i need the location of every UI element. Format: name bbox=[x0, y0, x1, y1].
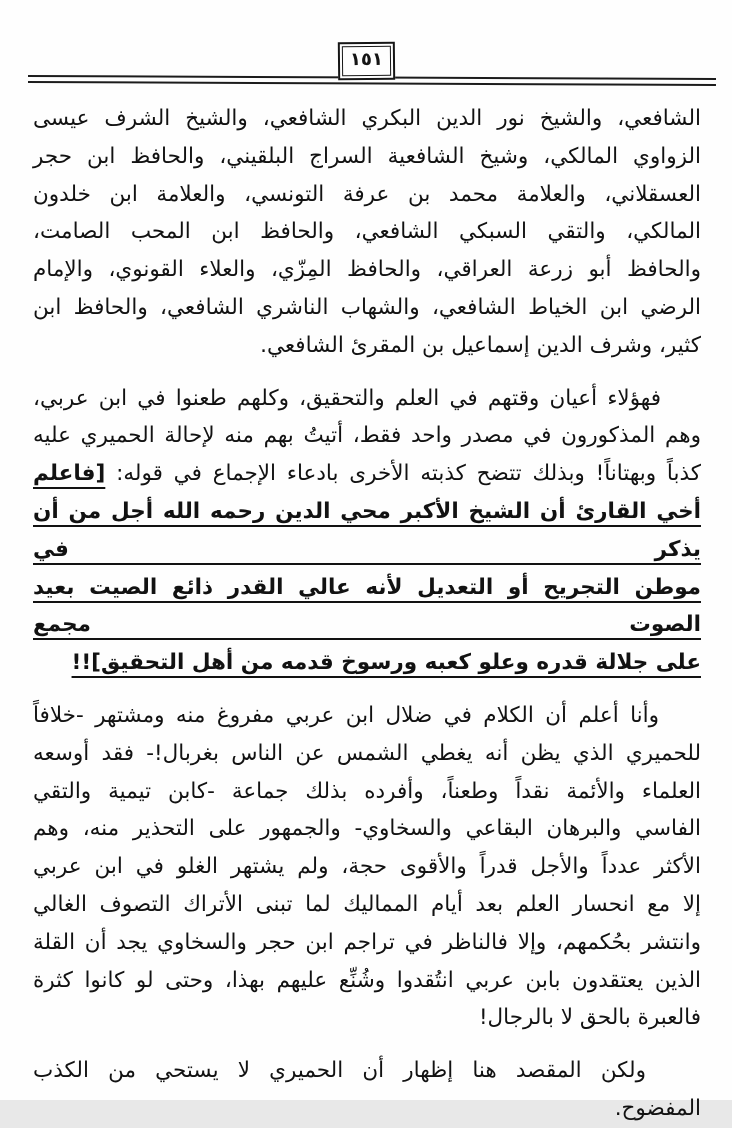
text-line bbox=[33, 697, 701, 735]
page-number-box bbox=[338, 42, 395, 81]
paragraph bbox=[33, 100, 701, 365]
text-run: الشافعي، والشيخ نور الدين البكري الشافعي، والشيخ الشرف عيسى bbox=[33, 106, 701, 131]
text-run: العلماء والأئمة نقداً وطعناً، وأفرده بذلك جماعة -كابن تيمية والتقي bbox=[33, 778, 701, 804]
text-line bbox=[33, 213, 701, 251]
text-run: المفضوح. bbox=[614, 1095, 701, 1121]
underlined-quote: أخي القارئ أن الشيخ الأكبر محي الدين رحمه الله أجل من أن يذكر في bbox=[33, 498, 701, 562]
text-line bbox=[33, 962, 701, 1000]
header-rule-bottom bbox=[28, 81, 716, 86]
underlined-quote: [فاعلم bbox=[33, 461, 106, 487]
text-run: الفاسي والبرهان البقاعي والسخاوي- والجمهور على التحذير منه، وهم bbox=[33, 816, 701, 842]
text-run: إلا مع انحسار العلم بعد أيام المماليك لما تبنى الأتراك التصوف الغالي bbox=[33, 891, 701, 917]
text-run: كذباً وبهتاناً! وبذلك تتضح كذبته الأخرى بادعاء الإجماع في قوله: bbox=[105, 461, 701, 487]
paragraph bbox=[33, 1052, 701, 1128]
text-line bbox=[33, 810, 701, 848]
paragraph bbox=[33, 697, 701, 1037]
text-line bbox=[33, 1090, 701, 1128]
text-run: للحميري الذي يظن أنه يغطي الشمس عن الناس بغربال!- فقد أوسعه bbox=[33, 740, 701, 766]
text-run: فالعبرة بالحق لا بالرجال! bbox=[478, 1005, 701, 1031]
text-run: والحافظ أبو زرعة العراقي، والحافظ المِزّي، والعلاء القونوي، والإمام bbox=[33, 257, 701, 283]
text-run: الزواوي المالكي، وشيخ الشافعية السراج البلقيني، والحافظ ابن حجر bbox=[33, 143, 701, 169]
underlined-quote: على جلالة قدره وعلو كعبه ورسوخ قدمه من أهل التحقيق]!! bbox=[71, 650, 701, 676]
paragraph bbox=[33, 380, 701, 682]
text-line bbox=[33, 289, 701, 327]
text-line bbox=[33, 327, 701, 365]
text-run: العسقلاني، والعلامة محمد بن عرفة التونسي، والعلامة ابن خلدون bbox=[33, 181, 701, 207]
text-run: وانتشر بحُكمهم، وإلا فالناظر في تراجم ابن حجر والسخاوي يجد أن القلة bbox=[33, 929, 701, 955]
page-number: ١٥١ bbox=[342, 46, 391, 77]
text-line bbox=[33, 138, 701, 176]
text-line bbox=[33, 380, 701, 418]
text-line bbox=[33, 1052, 701, 1090]
text-line bbox=[33, 251, 701, 289]
text-run: المالكي، والتقي السبكي الشافعي، والحافظ ابن المحب الصامت، bbox=[33, 219, 701, 245]
text-line bbox=[33, 886, 701, 924]
text-line bbox=[33, 493, 701, 569]
underlined-quote: موطن التجريح أو التعديل لأنه عالي القدر ذائع الصيت بعيد الصوت مجمع bbox=[33, 574, 701, 638]
text-line bbox=[33, 176, 701, 214]
text-line bbox=[33, 999, 701, 1037]
text-run: كثير، وشرف الدين إسماعيل بن المقرئ الشافعي. bbox=[260, 332, 701, 358]
text-run: الرضي ابن الخياط الشافعي، والشهاب الناشري الشافعي، والحافظ ابن bbox=[33, 294, 701, 320]
text-run: فهؤلاء أعيان وقتهم في العلم والتحقيق، وكلهم طعنوا في ابن عربي، bbox=[33, 385, 661, 411]
text-line bbox=[33, 455, 701, 493]
text-line bbox=[33, 417, 701, 455]
text-line bbox=[33, 773, 701, 811]
text-line bbox=[33, 735, 701, 773]
text-run: وأنا أعلم أن الكلام في ضلال ابن عربي مفروغ منه ومشتهر -خلافاً bbox=[33, 702, 659, 728]
text-line bbox=[33, 848, 701, 886]
text-line bbox=[33, 100, 701, 138]
text-line bbox=[33, 644, 701, 682]
text-run: الذين يعتقدون بابن عربي انتُقدوا وشُنِّع عليهم بهذا، وحتى لو كانوا كثرة bbox=[33, 967, 701, 993]
text-line bbox=[33, 569, 701, 645]
text-block bbox=[33, 100, 701, 1128]
text-line bbox=[33, 924, 701, 962]
text-run: الأكثر عدداً والأجل قدراً والأقوى حجة، ولم يشتهر الغلو في ابن عربي bbox=[33, 854, 701, 880]
text-run: وهم المذكورون في مصدر واحد فقط، أتيتُ بهم منه لإحالة الحميري عليه bbox=[33, 423, 701, 449]
text-run: ولكن المقصد هنا إظهار أن الحميري لا يستحي من الكذب bbox=[33, 1058, 646, 1084]
